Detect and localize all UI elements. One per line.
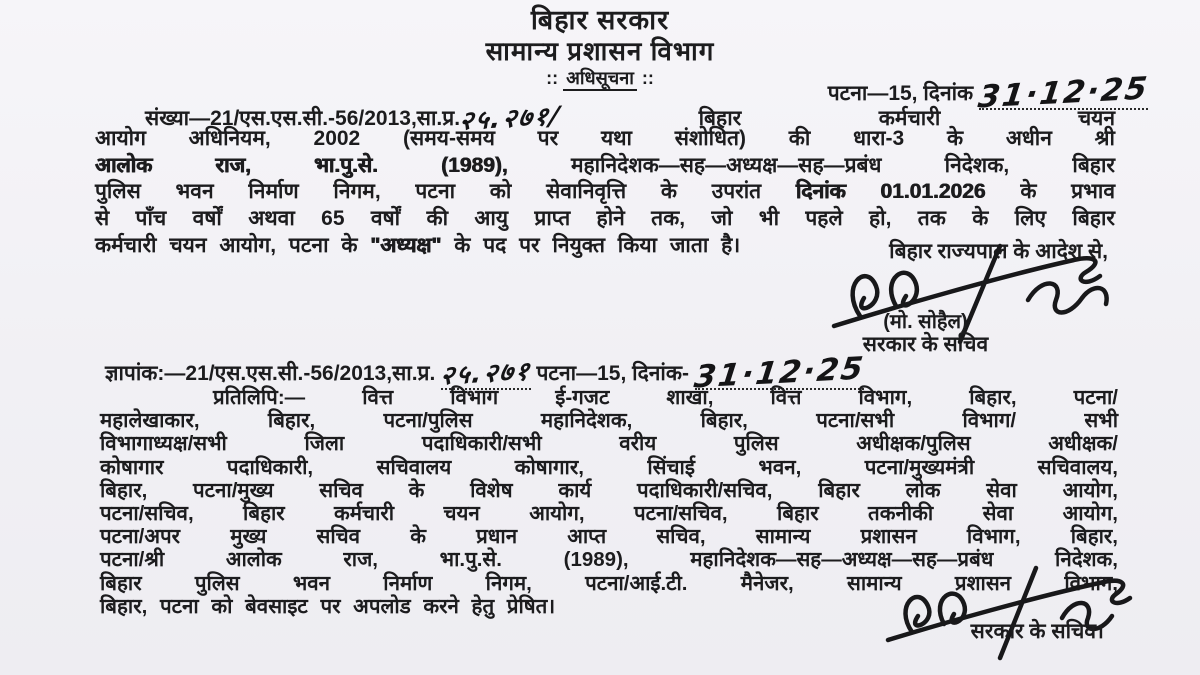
handwritten-ref-number: २५.२७१/ — [457, 101, 564, 137]
copy-line: महालेखाकार, बिहार, पटना/पुलिस महानिदेशक, बिहार, पटना/सभी विभाग/ सभी — [100, 409, 1118, 433]
header-title: बिहार सरकार — [530, 5, 670, 35]
memo-place-date: पटना—15, दिनांक- — [536, 362, 689, 385]
header-department: सामान्य प्रशासन विभाग — [485, 36, 715, 66]
place-date-label: पटना—15, दिनांक — [827, 82, 974, 105]
copy-paragraph — [100, 383, 1118, 618]
notification-line-1 — [95, 97, 1116, 137]
handwritten-memo-number: २५.२७१ — [438, 356, 533, 392]
signatory-designation: सरकार के सचिव — [862, 333, 989, 356]
copy-line: बिहार, पटना/मुख्य सचिव के विशेष कार्य पदाधिकारी/सचिव, बिहार लोक सेवा आयोग, — [100, 478, 1118, 502]
copy-line: बिहार पुलिस भवन निर्माण निगम, पटना/आई.टी. मैनेजर, सामान्य प्रशासन विभाग, — [100, 571, 1118, 595]
post-title: "अध्यक्ष" — [370, 233, 442, 257]
ref-number: संख्या—21/एस.एस.सी.-56/2013,सा.प्र. — [145, 107, 461, 130]
notification-line-3 — [95, 151, 1115, 178]
signatory-name: (मो. सोहैल) — [883, 311, 968, 333]
line4-tail: के प्रभाव — [1020, 180, 1116, 204]
line1-text: बिहार कर्मचारी चयन — [698, 107, 1116, 130]
notice-suffix: :: — [641, 68, 654, 88]
copy-line: विभागाध्यक्ष/सभी जिला पदाधिकारी/सभी वरीय पुलिस अधीक्षक/पुलिस अधीक्षक/ — [100, 432, 1118, 456]
handwritten-memo-date: 31·12·25 — [691, 350, 867, 396]
officer-name: आलोक राज, भा.पु.से. (1989), — [95, 153, 508, 177]
notification-paragraph — [95, 97, 1115, 258]
handwritten-date: 31·12·25 — [976, 70, 1151, 116]
notice-word: अधिसूचना — [563, 68, 637, 91]
notification-line-4 — [95, 177, 1115, 204]
by-order-line: बिहार राज्यपाल के आदेश से, — [889, 240, 1108, 263]
copy-line: पटना/अपर मुख्य सचिव के प्रधान आप्त सचिव, सामान्य प्रशासन विभाग, बिहार, — [100, 525, 1118, 549]
line6-text: कर्मचारी चयन आयोग, पटना के — [95, 233, 358, 257]
copy-line: प्रतिलिपि:— वित्त विभाग ई-गजट शाखा, वित्त विभाग, बिहार, पटना/ — [213, 386, 1118, 409]
copy-line: पटना/सचिव, बिहार कर्मचारी चयन आयोग, पटना/सचिव, बिहार तकनीकी सेवा आयोग, — [100, 501, 1118, 525]
signatory-block — [833, 311, 1018, 356]
notification-line-5: से पाँच वर्षों अथवा 65 वर्षों की आयु प्राप्त होने तक, जो भी पहले हो, तक के लिए बिहार — [95, 207, 1115, 231]
notification-line-2: आयोग अधिनियम, 2002 (समय-समय पर यथा संशोधित) की धारा-3 के अधीन श्री — [95, 126, 1115, 150]
footer-designation: सरकार के सचिव। — [970, 620, 1104, 643]
notice-prefix: :: — [546, 68, 559, 88]
copy-line: बिहार, पटना को बेवसाइट पर अपलोड करने हेतु प्रेषित। — [100, 594, 556, 618]
copy-line: कोषागार पदाधिकारी, सचिवालय कोषागार, सिंचाई भवन, पटना/मुख्यमंत्री सचिवालय, — [100, 455, 1118, 479]
line6-tail: के पद पर नियुक्त किया जाता है। — [454, 233, 741, 257]
copy-line: पटना/श्री आलोक राज, भा.पु.से. (1989), महानिदेशक—सह—अध्यक्ष—सह—प्रबंध निदेशक, — [100, 548, 1118, 572]
memo-ref: ज्ञापांक:—21/एस.एस.सी.-56/2013,सा.प्र. — [105, 362, 436, 385]
line3-text: महानिदेशक—सह—अध्यक्ष—सह—प्रबंध निदेशक, बिहार — [570, 153, 1115, 177]
effective-date: दिनांक 01.01.2026 — [795, 180, 986, 204]
line4-text: पुलिस भवन निर्माण निगम, पटना को सेवानिवृत्ति के उपरांत — [95, 180, 762, 204]
